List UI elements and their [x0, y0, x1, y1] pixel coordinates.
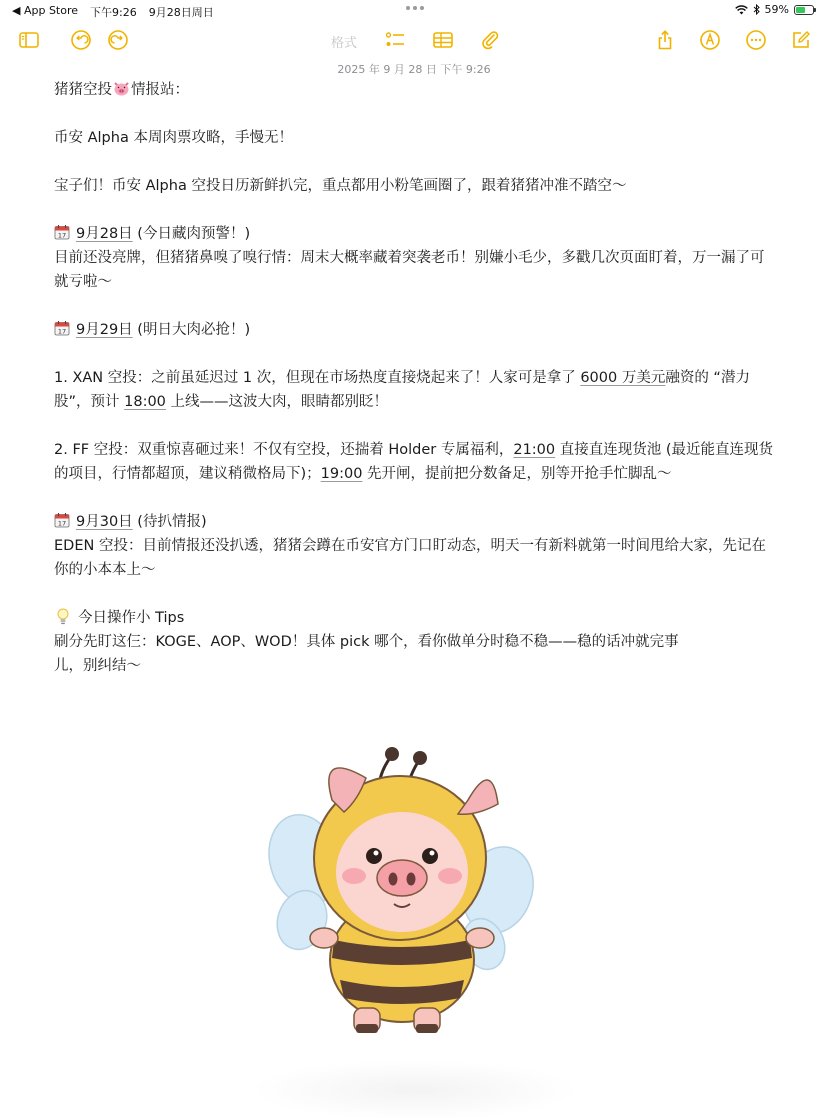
undo-icon [70, 29, 92, 51]
section-heading-sep29: 17 9月29日 (明日大肉必抢！) [54, 318, 774, 342]
table-icon [432, 29, 454, 51]
section-date[interactable]: 9月28日 [76, 226, 133, 242]
pig-face-emoji-icon [113, 81, 130, 96]
attachment-icon [479, 29, 501, 51]
attachment-button[interactable] [475, 26, 505, 54]
redo-icon [107, 29, 129, 51]
markup-icon [699, 29, 721, 51]
notes-toolbar [0, 26, 828, 56]
sidebar-button[interactable] [14, 26, 44, 54]
note-intro: 宝子们！币安 Alpha 空投日历新鲜扒完，重点都用小粉笔画圈了，跟着猪猪冲准不踏空～ [54, 178, 627, 194]
light-bulb-icon [56, 608, 70, 625]
back-to-app-store[interactable]: ◀ App Store [12, 4, 79, 17]
status-date: 9月28日周日 [148, 6, 214, 19]
more-icon [745, 29, 767, 51]
tips-line: 刷分先盯这仨：KOGE、AOP、WOD！具体 pick 哪个，看你做单分时稳不稳——稳的话冲就完事 [54, 634, 679, 650]
share-button[interactable] [650, 26, 680, 54]
compose-icon [790, 29, 812, 51]
bee-pig-sticker-image[interactable] [262, 740, 542, 1040]
tips-line: 儿，别纠结～ [54, 658, 141, 674]
bluetooth-icon [753, 4, 760, 15]
compose-button[interactable] [786, 26, 816, 54]
linked-time[interactable]: 21:00 [513, 442, 556, 458]
section-heading-sep30: 17 9月30日 (待扒情报) [54, 510, 774, 534]
calendar-icon [54, 320, 70, 336]
checklist-icon [384, 29, 406, 51]
markup-button[interactable] [695, 26, 725, 54]
status-bar [0, 0, 828, 20]
table-button[interactable] [428, 26, 458, 54]
note-headline: 币安 Alpha 本周肉票攻略，手慢无！ [54, 130, 293, 146]
status-time: 下午9:26 [90, 6, 137, 19]
svg-text:17: 17 [57, 231, 67, 240]
multitasking-dots[interactable] [406, 6, 424, 10]
linked-amount[interactable]: 6000 万美元 [580, 370, 666, 386]
calendar-icon [54, 224, 70, 240]
list-item-xan: 1. XAN 空投：之前虽延迟过 1 次，但现在市场热度直接烧起来了！人家可是拿了 6000 万美元融资的 “潜力股”，预计 18:00 上线——这波大肉，眼睛都别眨！ [54, 370, 750, 410]
bottom-shadow [250, 1060, 580, 1120]
note-body[interactable] [54, 78, 774, 678]
note-timestamp: 2025 年 9 月 28 日 下午 9:26 [337, 63, 491, 76]
note-title: 猪猪空投 情报站： [54, 82, 189, 98]
section-date[interactable]: 9月30日 [76, 514, 133, 530]
redo-button[interactable] [103, 26, 133, 54]
wifi-icon [735, 5, 748, 15]
svg-text:17: 17 [57, 519, 67, 528]
tips-heading: 今日操作小 Tips [54, 606, 774, 630]
undo-button[interactable] [66, 26, 96, 54]
section-body: 目前还没亮牌，但猪猪鼻嗅了嗅行情：周末大概率藏着突袭老币！别嫌小毛少，多戳几次页面盯着，万一漏了可就亏啦～ [54, 250, 765, 290]
share-icon [654, 29, 676, 51]
format-button[interactable]: 格式 [330, 36, 357, 51]
sidebar-icon [18, 29, 40, 51]
battery-icon [794, 5, 814, 15]
list-item-ff: 2. FF 空投：双重惊喜砸过来！不仅有空投，还揣着 Holder 专属福利，21:00 直接直连现货池 (最近能直连现货的项目，行情都超顶，建议稍微格局下)；19:00 先开闸，提前把分数备足，别等开抢手忙脚乱～ [54, 442, 774, 482]
checklist-button[interactable] [380, 26, 410, 54]
linked-time[interactable]: 18:00 [124, 394, 166, 410]
section-date[interactable]: 9月29日 [76, 322, 133, 338]
more-button[interactable] [741, 26, 771, 54]
battery-percent: 59% [764, 3, 789, 16]
svg-text:17: 17 [57, 327, 67, 336]
section-heading-sep28: 17 9月28日 (今日藏肉预警！) [54, 222, 774, 246]
calendar-icon [54, 512, 70, 528]
linked-time[interactable]: 19:00 [320, 466, 363, 482]
section-body: EDEN 空投：目前情报还没扒透，猪猪会蹲在币安官方门口盯动态，明天一有新料就第一时间甩给大家，先记在你的小本本上～ [54, 538, 766, 578]
